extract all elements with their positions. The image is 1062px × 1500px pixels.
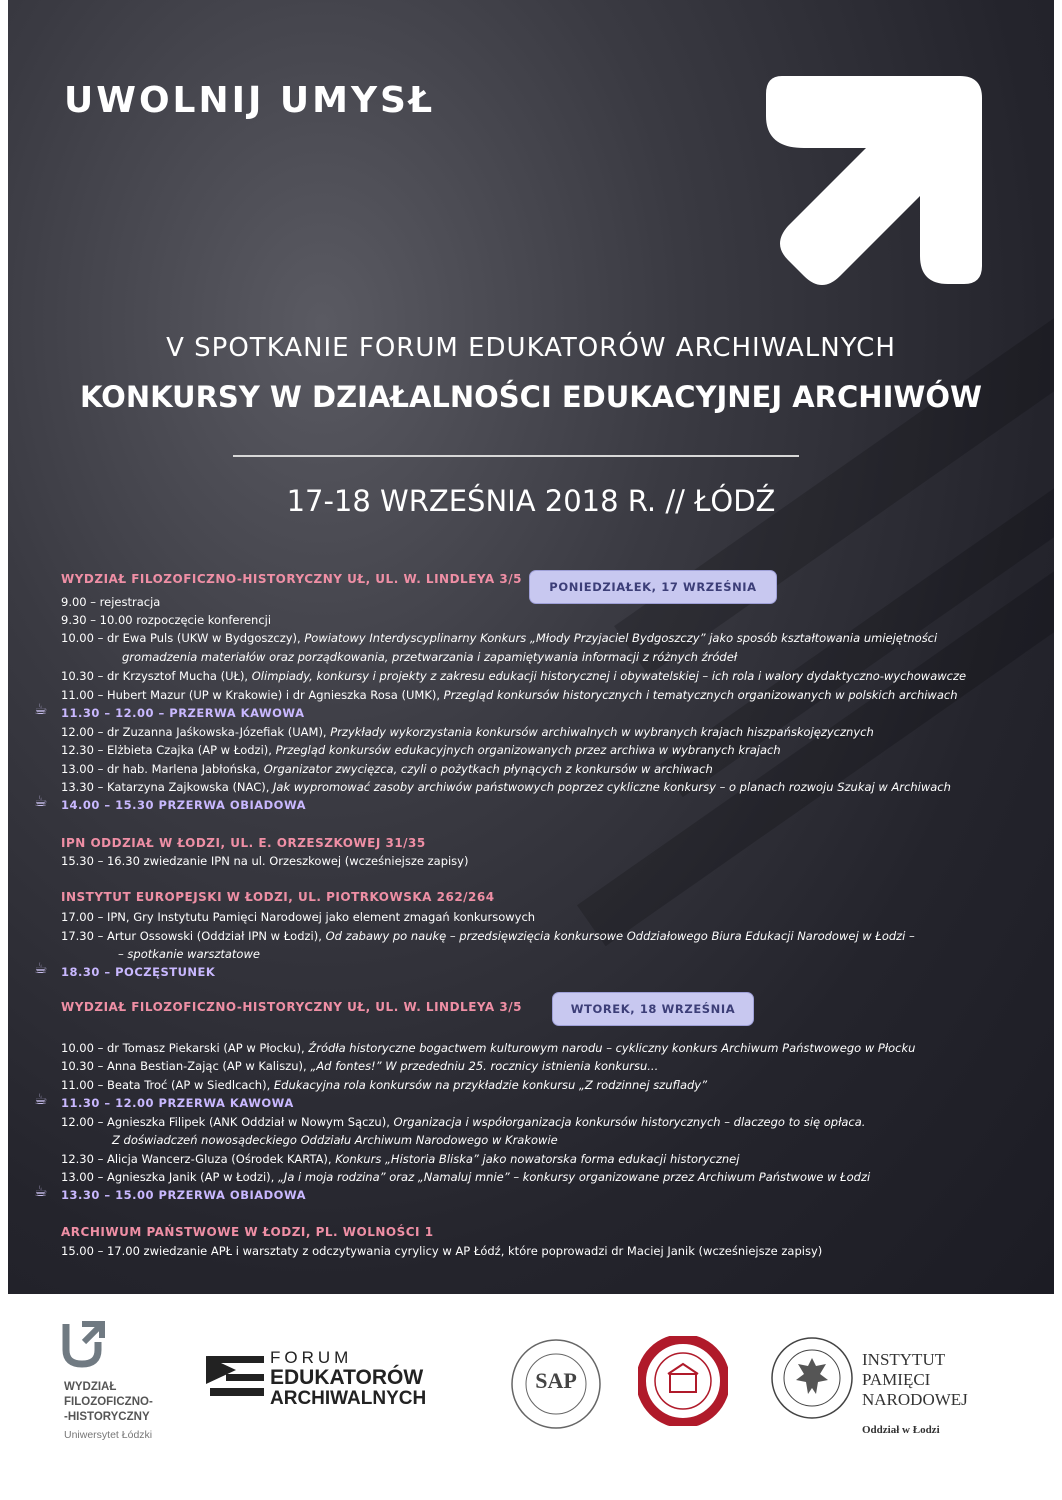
forum-logo-icon <box>206 1356 264 1396</box>
agenda-item-cont <box>118 947 260 961</box>
talk-title: Przykłady wykorzystania konkursów archiwalnych w wybranych krajach hiszpańskojęzycznych <box>330 725 874 739</box>
day-badge-tuesday: WTOREK, 18 WRZEŚNIA <box>552 992 754 1026</box>
ipn-eagle-icon <box>770 1336 854 1420</box>
wydzial-line: FILOZOFICZNO- <box>64 1396 153 1408</box>
agenda-item <box>61 1078 707 1092</box>
talk-title: Organizator zwycięzca, czyli o pożytkach płynących z konkursów w archiwach <box>263 762 713 776</box>
agenda-item <box>61 1059 658 1073</box>
talk-title: Powiatowy Interdyscyplinarny Konkurs „Młody Przyjaciel Bydgoszczy” jako sposób kształtowania umiejętności <box>304 631 938 645</box>
talk-title: Źródła historyczne bogactwem kulturowym narodu – cykliczny konkurs Archiwum Państwowego w Płocku <box>308 1041 916 1055</box>
wydzial-line: -HISTORYCZNY <box>64 1411 150 1423</box>
speaker: 13.30 – Katarzyna Zajkowska (NAC), <box>61 780 274 794</box>
speaker: 11.00 – Beata Troć (AP w Siedlcach), <box>61 1078 274 1092</box>
talk-title: Jak wypromować zasoby archiwów państwowych poprzez cykliczne konkursy – o planach rozwoju Szukaj w Archiwach <box>273 780 951 794</box>
agenda-item <box>61 910 535 924</box>
event-subtitle: V SPOTKANIE FORUM EDUKATORÓW ARCHIWALNYCH <box>166 333 896 363</box>
talk-title: Przegląd konkursów historycznych i tematycznych organizowanych w polskich archiwach <box>443 688 958 702</box>
forum-line: FORUM <box>270 1348 353 1367</box>
agenda-item <box>61 725 874 739</box>
venue-heading: ARCHIWUM PAŃSTWOWE W ŁODZI, PL. WOLNOŚCI 1 <box>61 1225 434 1239</box>
speaker: 11.00 – Hubert Mazur (UP w Krakowie) i dr Agnieszka Rosa (UMK), <box>61 688 444 702</box>
venue-heading: WYDZIAŁ FILOZOFICZNO-HISTORYCZNY UŁ, UL. W. LINDLEYA 3/5 <box>61 1000 522 1014</box>
talk-title-cont: – spotkanie warsztatowe <box>118 947 260 961</box>
wydzial-line: WYDZIAŁ <box>64 1381 117 1393</box>
coffee-cup-icon: ☕ <box>34 792 48 810</box>
speaker: 12.30 – Elżbieta Czajka (AP w Łodzi), <box>61 743 276 757</box>
speaker: 13.00 – dr hab. Marlena Jabłońska, <box>61 762 264 776</box>
talk-title-cont: gromadzenia materiałów oraz porządkowania, przetwarzania i zapamiętywania informacji z różnych źródeł <box>122 650 738 664</box>
agenda-item <box>61 1152 739 1166</box>
day-badge-monday: PONIEDZIAŁEK, 17 WRZEŚNIA <box>529 570 777 604</box>
wydzial-logo-text <box>64 1380 153 1443</box>
agenda-item-cont <box>122 650 737 664</box>
venue-heading: WYDZIAŁ FILOZOFICZNO-HISTORYCZNY UŁ, UL. W. LINDLEYA 3/5 <box>61 572 522 586</box>
lunch-break: 14.00 – 15.30 PRZERWA OBIADOWA <box>61 798 307 812</box>
forum-line: EDUKATORÓW <box>270 1366 424 1389</box>
agenda-item: 15.00 – 17.00 zwiedzanie APŁ i warsztaty z odczytywania cyrylicy w AP Łódź, które poprowadzi dr Maciej Janik (wcześniejsze zapisy) <box>61 1244 823 1258</box>
ipn-logo-text <box>862 1350 968 1440</box>
agenda-item <box>61 743 781 757</box>
lunch-break: 13.30 – 15.00 PRZERWA OBIADOWA <box>61 1188 307 1202</box>
speaker: 12.00 – dr Zuzanna Jaśkowska-Józefiak (UAM), <box>61 725 331 739</box>
coffee-cup-icon: ☕ <box>34 700 48 718</box>
agenda-item <box>61 631 937 645</box>
agenda-item <box>61 1115 865 1129</box>
sap-text: SAP <box>535 1368 577 1393</box>
speaker: 13.00 – Agnieszka Janik (AP w Łodzi), <box>61 1170 278 1184</box>
footer-logos <box>8 1294 1054 1500</box>
poster <box>8 0 1054 1294</box>
talk-title: Edukacyjna rola konkursów na przykładzie konkursu „Z rodzinnej szuflady” <box>273 1078 708 1092</box>
agenda-item <box>61 780 951 794</box>
agenda-item <box>61 762 713 776</box>
talk-title: „Ja i moja rodzina” oraz „Namaluj mnie” – konkursy organizowane przez Archiwum Państwowe w Łodzi <box>277 1170 871 1184</box>
agenda-item: 9.00 – rejestracja <box>61 595 161 609</box>
arrow-up-right-icon <box>760 76 990 296</box>
divider <box>233 455 799 457</box>
ipn-line: PAMIĘCI <box>862 1370 931 1389</box>
ipn-branch: Oddział w Łodzi <box>862 1424 940 1436</box>
forum-line: ARCHIWALNYCH <box>270 1388 427 1409</box>
agenda-item <box>61 688 958 702</box>
talk-title-cont: Z doświadczeń nowosądeckiego Oddziału Archiwum Narodowego w Krakowie <box>112 1133 558 1147</box>
speaker: 12.30 – Alicja Wancerz-Gluza (Ośrodek KARTA), <box>61 1152 336 1166</box>
venue-heading: INSTYTUT EUROPEJSKI W ŁODZI, UL. PIOTRKOWSKA 262/264 <box>61 890 495 904</box>
event-date-place: 17-18 WRZEŚNIA 2018 R. // ŁÓDŹ <box>286 484 776 518</box>
speaker: 17.00 – IPN, <box>61 910 134 924</box>
speaker: 10.00 – dr Tomasz Piekarski (AP w Płocku), <box>61 1041 309 1055</box>
talk-title: Konkurs „Historia Bliska” jako nowatorska forma edukacji historycznej <box>335 1152 740 1166</box>
archiwum-seal-icon <box>638 1336 728 1426</box>
refreshments: 18.30 – POCZĘSTUNEK <box>61 965 216 979</box>
agenda-item <box>61 929 915 943</box>
agenda-item: 9.30 – 10.00 rozpoczęcie konferencji <box>61 613 272 627</box>
agenda-item <box>61 1170 870 1184</box>
agenda-item <box>61 669 966 683</box>
talk-title: Olimpiady, konkursy i projekty z zakresu edukacji historycznej i obywatelskiej – ich rola i walory dydaktyczno-wychowawcze <box>251 669 967 683</box>
talk-title: Przegląd konkursów edukacyjnych organizowanych przez archiwa w wybranych krajach <box>275 743 781 757</box>
agenda-item <box>61 1041 915 1055</box>
speaker: 17.30 – Artur Ossowski (Oddział IPN w Łodzi), <box>61 929 326 943</box>
wydzial-university: Uniwersytet Łódzki <box>64 1429 153 1441</box>
speaker: 10.00 – dr Ewa Puls (UKW w Bydgoszczy), <box>61 631 305 645</box>
talk-title: Organizacja i współorganizacja konkursów historycznych – dlaczego to się opłaca. <box>393 1115 866 1129</box>
speaker: 10.30 – dr Krzysztof Mucha (UŁ), <box>61 669 252 683</box>
event-title: KONKURSY W DZIAŁALNOŚCI EDUKACYJNEJ ARCHIWÓW <box>80 380 982 414</box>
slogan: UWOLNIJ UMYSŁ <box>64 80 436 121</box>
wydzial-logo-icon <box>60 1320 108 1370</box>
venue-heading: IPN ODDZIAŁ W ŁODZI, UL. E. ORZESZKOWEJ 31/35 <box>61 836 426 850</box>
coffee-cup-icon: ☕ <box>34 959 48 977</box>
ipn-line: NARODOWEJ <box>862 1390 968 1409</box>
talk-title: Gry Instytutu Pamięci Narodowej jako element zmagań konkursowych <box>133 910 536 924</box>
coffee-cup-icon: ☕ <box>34 1182 48 1200</box>
speaker: 12.00 – Agnieszka Filipek (ANK Oddział w Nowym Sączu), <box>61 1115 394 1129</box>
forum-logo-text <box>270 1349 426 1409</box>
speaker: 10.30 – Anna Bestian-Zając (AP w Kaliszu), <box>61 1059 311 1073</box>
coffee-cup-icon: ☕ <box>34 1090 48 1108</box>
coffee-break: 11.30 – 12.00 PRZERWA KAWOWA <box>61 1096 294 1110</box>
agenda-item: 15.30 – 16.30 zwiedzanie IPN na ul. Orzeszkowej (wcześniejsze zapisy) <box>61 854 469 868</box>
ipn-line: INSTYTUT <box>862 1350 946 1369</box>
talk-title: „Ad fontes!” W przededniu 25. rocznicy istnienia konkursu... <box>310 1059 659 1073</box>
agenda-item-cont <box>112 1133 558 1147</box>
coffee-break: 11.30 – 12.00 – PRZERWA KAWOWA <box>61 706 305 720</box>
talk-title: Od zabawy po naukę – przedsięwzięcia konkursowe Oddziałowego Biura Edukacji Narodowej w Łodzi – <box>325 929 915 943</box>
